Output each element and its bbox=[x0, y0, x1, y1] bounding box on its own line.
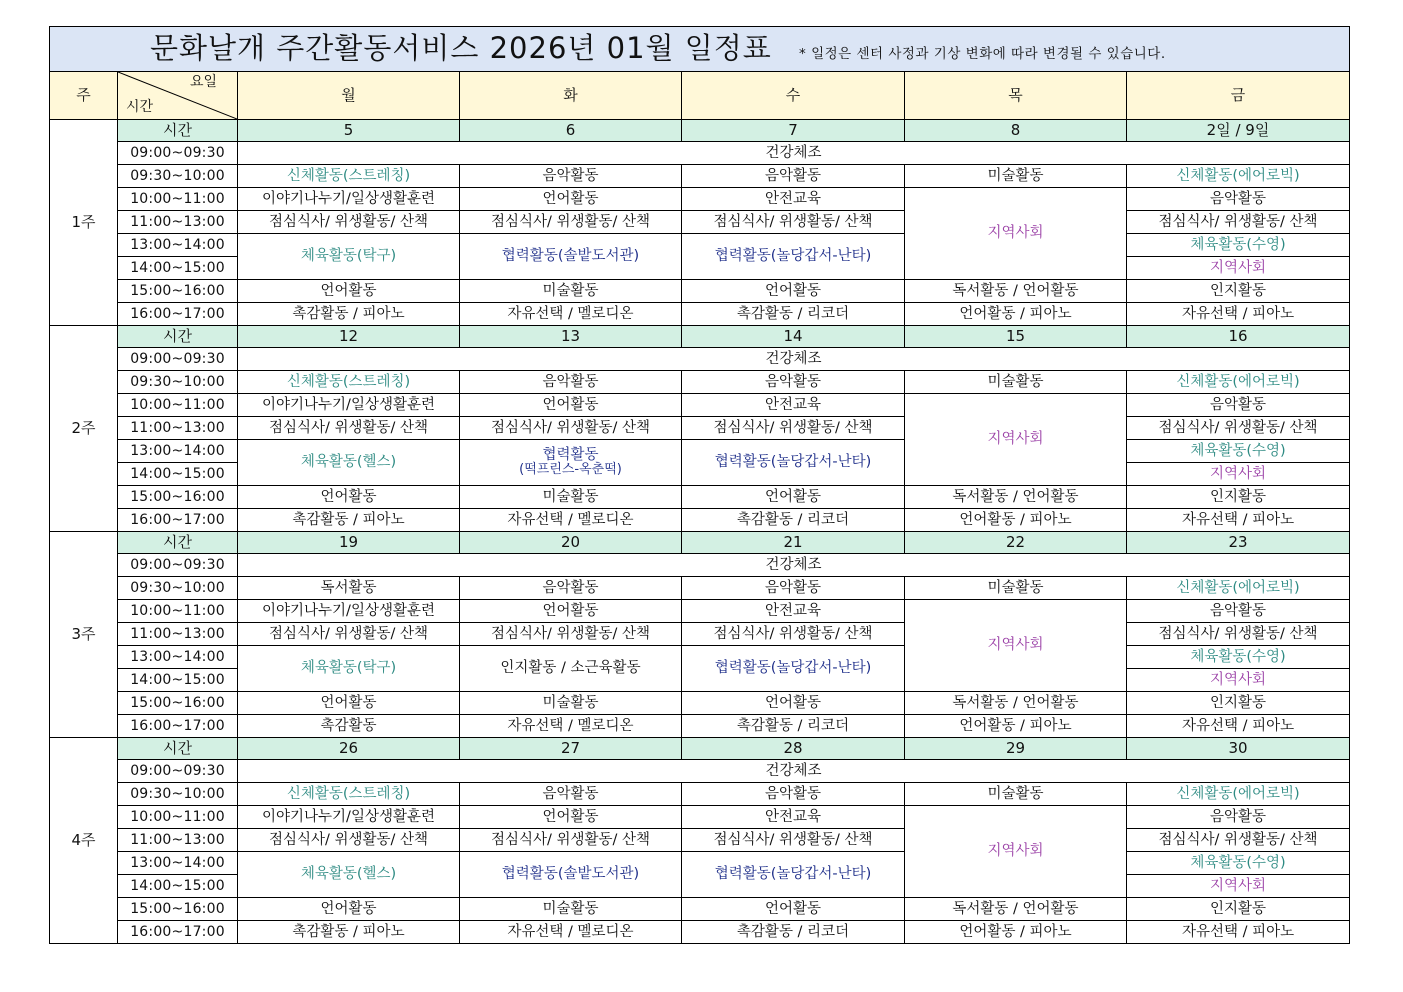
activity-cell-mon: 이야기나누기/일상생활훈련 bbox=[238, 806, 460, 829]
time-slot-row bbox=[50, 486, 1350, 509]
time-slot-row bbox=[50, 806, 1350, 829]
day-header-wed: 수 bbox=[682, 72, 905, 120]
date-row-time-label: 시간 bbox=[118, 326, 238, 348]
activity-cell-tue: 점심식사/ 위생활동/ 산책 bbox=[460, 829, 682, 852]
time-slot: 09:00~09:30 bbox=[118, 760, 238, 783]
time-slot: 14:00~15:00 bbox=[118, 669, 238, 692]
date-thu: 29 bbox=[905, 738, 1127, 760]
activity-cell-tue: 미술활동 bbox=[460, 280, 682, 303]
date-fri: 30 bbox=[1127, 738, 1350, 760]
activity-cell-mon: 체육활동(탁구) bbox=[238, 234, 460, 280]
time-slot: 15:00~16:00 bbox=[118, 898, 238, 921]
time-slot-row bbox=[50, 577, 1350, 600]
activity-cell-fri: 체육활동(수영) bbox=[1127, 852, 1350, 875]
activity-cell-all: 건강체조 bbox=[238, 348, 1350, 371]
activity-cell-mon: 이야기나누기/일상생활훈련 bbox=[238, 600, 460, 623]
activity-cell-wed: 협력활동(놀당갑서-난타) bbox=[682, 646, 905, 692]
time-slot: 16:00~17:00 bbox=[118, 921, 238, 944]
page-title: 문화날개 주간활동서비스 2026년 01월 일정표 bbox=[150, 31, 772, 66]
activity-cell-all: 건강체조 bbox=[238, 142, 1350, 165]
activity-cell-tue: 미술활동 bbox=[460, 486, 682, 509]
column-header-row bbox=[50, 72, 1350, 120]
week-label: 2주 bbox=[50, 326, 118, 532]
time-slot: 09:30~10:00 bbox=[118, 371, 238, 394]
activity-cell-thu: 독서활동 / 언어활동 bbox=[905, 898, 1127, 921]
activity-cell-fri: 인지활동 bbox=[1127, 280, 1350, 303]
title-cell bbox=[50, 27, 1350, 72]
time-slot: 09:00~09:30 bbox=[118, 142, 238, 165]
activity-cell-mon: 신체활동(스트레칭) bbox=[238, 165, 460, 188]
activity-cell-thu: 언어활동 / 피아노 bbox=[905, 509, 1127, 532]
activity-cell-all: 건강체조 bbox=[238, 554, 1350, 577]
time-slot-row bbox=[50, 440, 1350, 463]
activity-cell-wed: 언어활동 bbox=[682, 486, 905, 509]
time-slot: 11:00~13:00 bbox=[118, 211, 238, 234]
activity-cell-fri: 인지활동 bbox=[1127, 898, 1350, 921]
activity-cell-all: 건강체조 bbox=[238, 760, 1350, 783]
activity-cell-fri: 신체활동(에어로빅) bbox=[1127, 783, 1350, 806]
day-header-thu: 목 bbox=[905, 72, 1127, 120]
time-slot-row bbox=[50, 852, 1350, 875]
activity-cell-thu: 언어활동 / 피아노 bbox=[905, 921, 1127, 944]
time-slot: 11:00~13:00 bbox=[118, 623, 238, 646]
day-header-tue: 화 bbox=[460, 72, 682, 120]
activity-cell-fri: 인지활동 bbox=[1127, 692, 1350, 715]
activity-cell-thu: 독서활동 / 언어활동 bbox=[905, 692, 1127, 715]
activity-cell-mon: 체육활동(헬스) bbox=[238, 852, 460, 898]
time-slot-row bbox=[50, 760, 1350, 783]
activity-cell-mon: 언어활동 bbox=[238, 692, 460, 715]
time-slot-row bbox=[50, 600, 1350, 623]
schedule-note: * 일정은 센터 사정과 기상 변화에 따라 변경될 수 있습니다. bbox=[799, 46, 1166, 63]
schedule-table bbox=[49, 26, 1350, 944]
activity-cell-fri: 지역사회 bbox=[1127, 875, 1350, 898]
activity-cell-mon: 촉감활동 / 피아노 bbox=[238, 303, 460, 326]
week-label: 1주 bbox=[50, 120, 118, 326]
activity-cell-wed: 안전교육 bbox=[682, 806, 905, 829]
activity-cell-wed: 점심식사/ 위생활동/ 산책 bbox=[682, 623, 905, 646]
activity-cell-tue: 음악활동 bbox=[460, 577, 682, 600]
time-slot-row bbox=[50, 509, 1350, 532]
activity-cell-fri: 점심식사/ 위생활동/ 산책 bbox=[1127, 623, 1350, 646]
activity-cell-thu: 미술활동 bbox=[905, 371, 1127, 394]
time-slot: 09:00~09:30 bbox=[118, 348, 238, 371]
time-label: 시간 bbox=[126, 98, 154, 115]
activity-cell-tue bbox=[460, 646, 682, 692]
activity-cell-tue: 자유선택 / 멜로디온 bbox=[460, 303, 682, 326]
activity-cell-fri: 점심식사/ 위생활동/ 산책 bbox=[1127, 417, 1350, 440]
activity-cell-thu: 언어활동 / 피아노 bbox=[905, 715, 1127, 738]
activity-cell-tue: 언어활동 bbox=[460, 600, 682, 623]
activity-cell-fri: 점심식사/ 위생활동/ 산책 bbox=[1127, 829, 1350, 852]
time-slot: 10:00~11:00 bbox=[118, 188, 238, 211]
time-slot: 16:00~17:00 bbox=[118, 715, 238, 738]
activity-cell-fri: 지역사회 bbox=[1127, 463, 1350, 486]
activity-cell-thu-community: 지역사회 bbox=[905, 394, 1127, 486]
activity-cell-tue: 언어활동 bbox=[460, 188, 682, 211]
date-mon: 5 bbox=[238, 120, 460, 142]
activity-cell-tue: 음악활동 bbox=[460, 783, 682, 806]
activity-cell-wed: 협력활동(놀당갑서-난타) bbox=[682, 234, 905, 280]
time-slot-row bbox=[50, 554, 1350, 577]
date-wed: 7 bbox=[682, 120, 905, 142]
time-slot-row bbox=[50, 783, 1350, 806]
time-slot: 15:00~16:00 bbox=[118, 280, 238, 303]
time-slot-row bbox=[50, 715, 1350, 738]
activity-cell-mon: 체육활동(헬스) bbox=[238, 440, 460, 486]
time-slot: 13:00~14:00 bbox=[118, 440, 238, 463]
activity-cell-thu-community: 지역사회 bbox=[905, 188, 1127, 280]
activity-cell-fri: 체육활동(수영) bbox=[1127, 234, 1350, 257]
activity-text: 협력활동 bbox=[542, 446, 599, 463]
activity-cell-fri: 음악활동 bbox=[1127, 394, 1350, 417]
activity-cell-tue: 미술활동 bbox=[460, 898, 682, 921]
date-row-time-label: 시간 bbox=[118, 738, 238, 760]
time-slot: 09:00~09:30 bbox=[118, 554, 238, 577]
date-mon: 26 bbox=[238, 738, 460, 760]
activity-cell-wed: 협력활동(놀당갑서-난타) bbox=[682, 440, 905, 486]
activity-cell-wed: 촉감활동 / 리코더 bbox=[682, 303, 905, 326]
time-slot: 14:00~15:00 bbox=[118, 875, 238, 898]
week-label: 4주 bbox=[50, 738, 118, 944]
schedule-sheet bbox=[49, 26, 1349, 944]
time-slot-row bbox=[50, 165, 1350, 188]
activity-cell-fri: 신체활동(에어로빅) bbox=[1127, 371, 1350, 394]
activity-cell-wed: 점심식사/ 위생활동/ 산책 bbox=[682, 417, 905, 440]
week-date-row bbox=[50, 738, 1350, 760]
time-slot-row bbox=[50, 188, 1350, 211]
activity-cell-mon: 촉감활동 / 피아노 bbox=[238, 509, 460, 532]
activity-text: 인지활동 / 소근육활동 bbox=[500, 660, 641, 677]
activity-cell-mon: 독서활동 bbox=[238, 577, 460, 600]
time-slot: 13:00~14:00 bbox=[118, 852, 238, 875]
time-slot: 09:30~10:00 bbox=[118, 783, 238, 806]
activity-cell-thu: 미술활동 bbox=[905, 783, 1127, 806]
activity-cell-fri: 지역사회 bbox=[1127, 257, 1350, 280]
activity-cell-wed: 언어활동 bbox=[682, 898, 905, 921]
date-thu: 22 bbox=[905, 532, 1127, 554]
time-slot: 14:00~15:00 bbox=[118, 257, 238, 280]
activity-cell-tue: 자유선택 / 멜로디온 bbox=[460, 715, 682, 738]
activity-text: 협력활동(솔밭도서관) bbox=[501, 866, 640, 883]
activity-cell-thu-community: 지역사회 bbox=[905, 806, 1127, 898]
time-slot-row bbox=[50, 921, 1350, 944]
date-thu: 8 bbox=[905, 120, 1127, 142]
activity-cell-fri: 음악활동 bbox=[1127, 188, 1350, 211]
activity-cell-mon: 언어활동 bbox=[238, 486, 460, 509]
activity-cell-wed: 점심식사/ 위생활동/ 산책 bbox=[682, 211, 905, 234]
activity-cell-tue: 점심식사/ 위생활동/ 산책 bbox=[460, 211, 682, 234]
activity-cell-wed: 음악활동 bbox=[682, 783, 905, 806]
time-slot-row bbox=[50, 211, 1350, 234]
time-slot: 11:00~13:00 bbox=[118, 417, 238, 440]
activity-cell-thu: 미술활동 bbox=[905, 165, 1127, 188]
activity-cell-tue: 언어활동 bbox=[460, 806, 682, 829]
date-row-time-label: 시간 bbox=[118, 532, 238, 554]
activity-cell-mon: 신체활동(스트레칭) bbox=[238, 371, 460, 394]
activity-subtext: (떡프린스-옥춘떡) bbox=[519, 462, 622, 478]
date-tue: 6 bbox=[460, 120, 682, 142]
time-slot-row bbox=[50, 646, 1350, 669]
week-date-row bbox=[50, 532, 1350, 554]
activity-cell-wed: 언어활동 bbox=[682, 692, 905, 715]
activity-cell-tue: 점심식사/ 위생활동/ 산책 bbox=[460, 623, 682, 646]
activity-cell-mon: 점심식사/ 위생활동/ 산책 bbox=[238, 417, 460, 440]
activity-cell-fri: 점심식사/ 위생활동/ 산책 bbox=[1127, 211, 1350, 234]
time-slot-row bbox=[50, 348, 1350, 371]
activity-cell-tue bbox=[460, 234, 682, 280]
activity-cell-wed: 안전교육 bbox=[682, 600, 905, 623]
activity-cell-wed: 촉감활동 / 리코더 bbox=[682, 921, 905, 944]
activity-cell-thu: 독서활동 / 언어활동 bbox=[905, 486, 1127, 509]
activity-cell-wed: 안전교육 bbox=[682, 394, 905, 417]
activity-cell-tue bbox=[460, 852, 682, 898]
activity-cell-fri: 지역사회 bbox=[1127, 669, 1350, 692]
time-slot-row bbox=[50, 829, 1350, 852]
activity-cell-tue: 음악활동 bbox=[460, 165, 682, 188]
time-slot-row bbox=[50, 303, 1350, 326]
activity-cell-wed: 협력활동(놀당갑서-난타) bbox=[682, 852, 905, 898]
date-tue: 27 bbox=[460, 738, 682, 760]
time-slot: 09:30~10:00 bbox=[118, 165, 238, 188]
time-slot-row bbox=[50, 417, 1350, 440]
activity-cell-mon: 촉감활동 / 피아노 bbox=[238, 921, 460, 944]
activity-cell-tue bbox=[460, 440, 682, 486]
activity-cell-fri: 체육활동(수영) bbox=[1127, 440, 1350, 463]
activity-cell-tue: 자유선택 / 멜로디온 bbox=[460, 509, 682, 532]
time-slot: 09:30~10:00 bbox=[118, 577, 238, 600]
day-header-mon: 월 bbox=[238, 72, 460, 120]
time-slot: 13:00~14:00 bbox=[118, 646, 238, 669]
activity-cell-fri: 음악활동 bbox=[1127, 806, 1350, 829]
activity-cell-wed: 안전교육 bbox=[682, 188, 905, 211]
date-wed: 21 bbox=[682, 532, 905, 554]
activity-cell-wed: 촉감활동 / 리코더 bbox=[682, 715, 905, 738]
activity-cell-mon: 촉감활동 bbox=[238, 715, 460, 738]
activity-cell-wed: 음악활동 bbox=[682, 371, 905, 394]
activity-cell-fri: 자유선택 / 피아노 bbox=[1127, 921, 1350, 944]
activity-cell-wed: 언어활동 bbox=[682, 280, 905, 303]
activity-cell-thu: 독서활동 / 언어활동 bbox=[905, 280, 1127, 303]
time-slot-row bbox=[50, 234, 1350, 257]
date-wed: 28 bbox=[682, 738, 905, 760]
activity-cell-fri: 신체활동(에어로빅) bbox=[1127, 577, 1350, 600]
activity-cell-thu: 언어활동 / 피아노 bbox=[905, 303, 1127, 326]
time-slot-row bbox=[50, 898, 1350, 921]
activity-cell-thu-community: 지역사회 bbox=[905, 600, 1127, 692]
activity-cell-wed: 음악활동 bbox=[682, 165, 905, 188]
activity-cell-mon: 신체활동(스트레칭) bbox=[238, 783, 460, 806]
activity-cell-fri: 자유선택 / 피아노 bbox=[1127, 715, 1350, 738]
activity-cell-mon: 점심식사/ 위생활동/ 산책 bbox=[238, 211, 460, 234]
day-header-fri: 금 bbox=[1127, 72, 1350, 120]
time-slot: 10:00~11:00 bbox=[118, 806, 238, 829]
activity-cell-mon: 언어활동 bbox=[238, 280, 460, 303]
activity-cell-mon: 점심식사/ 위생활동/ 산책 bbox=[238, 829, 460, 852]
date-mon: 19 bbox=[238, 532, 460, 554]
activity-cell-mon: 언어활동 bbox=[238, 898, 460, 921]
time-slot: 14:00~15:00 bbox=[118, 463, 238, 486]
activity-cell-mon: 점심식사/ 위생활동/ 산책 bbox=[238, 623, 460, 646]
time-slot: 15:00~16:00 bbox=[118, 692, 238, 715]
activity-cell-tue: 미술활동 bbox=[460, 692, 682, 715]
time-slot-row bbox=[50, 394, 1350, 417]
time-slot-row bbox=[50, 142, 1350, 165]
time-slot-row bbox=[50, 371, 1350, 394]
date-fri: 23 bbox=[1127, 532, 1350, 554]
activity-cell-thu: 미술활동 bbox=[905, 577, 1127, 600]
activity-cell-wed: 촉감활동 / 리코더 bbox=[682, 509, 905, 532]
date-tue: 13 bbox=[460, 326, 682, 348]
activity-cell-fri: 인지활동 bbox=[1127, 486, 1350, 509]
week-date-row bbox=[50, 326, 1350, 348]
title-row bbox=[50, 27, 1350, 72]
activity-cell-fri: 체육활동(수영) bbox=[1127, 646, 1350, 669]
activity-cell-mon: 체육활동(탁구) bbox=[238, 646, 460, 692]
date-row-time-label: 시간 bbox=[118, 120, 238, 142]
activity-cell-fri: 자유선택 / 피아노 bbox=[1127, 303, 1350, 326]
date-fri: 16 bbox=[1127, 326, 1350, 348]
time-slot: 15:00~16:00 bbox=[118, 486, 238, 509]
activity-cell-tue: 점심식사/ 위생활동/ 산책 bbox=[460, 417, 682, 440]
week-column-header: 주 bbox=[50, 72, 118, 120]
date-fri: 2일 / 9일 bbox=[1127, 120, 1350, 142]
time-slot: 16:00~17:00 bbox=[118, 303, 238, 326]
time-slot-row bbox=[50, 692, 1350, 715]
time-slot-row bbox=[50, 280, 1350, 303]
activity-cell-tue: 음악활동 bbox=[460, 371, 682, 394]
week-label: 3주 bbox=[50, 532, 118, 738]
time-slot: 10:00~11:00 bbox=[118, 600, 238, 623]
date-mon: 12 bbox=[238, 326, 460, 348]
activity-cell-fri: 신체활동(에어로빅) bbox=[1127, 165, 1350, 188]
activity-cell-fri: 음악활동 bbox=[1127, 600, 1350, 623]
time-slot: 16:00~17:00 bbox=[118, 509, 238, 532]
date-wed: 14 bbox=[682, 326, 905, 348]
activity-cell-mon: 이야기나누기/일상생활훈련 bbox=[238, 188, 460, 211]
time-slot: 10:00~11:00 bbox=[118, 394, 238, 417]
activity-cell-tue: 자유선택 / 멜로디온 bbox=[460, 921, 682, 944]
time-slot: 13:00~14:00 bbox=[118, 234, 238, 257]
activity-cell-mon: 이야기나누기/일상생활훈련 bbox=[238, 394, 460, 417]
time-slot-row bbox=[50, 623, 1350, 646]
activity-cell-fri: 자유선택 / 피아노 bbox=[1127, 509, 1350, 532]
day-time-corner-header bbox=[118, 72, 238, 120]
week-date-row bbox=[50, 120, 1350, 142]
activity-cell-tue: 언어활동 bbox=[460, 394, 682, 417]
day-label: 요일 bbox=[189, 74, 217, 90]
date-tue: 20 bbox=[460, 532, 682, 554]
activity-cell-wed: 음악활동 bbox=[682, 577, 905, 600]
date-thu: 15 bbox=[905, 326, 1127, 348]
activity-text: 협력활동(솔밭도서관) bbox=[501, 248, 640, 265]
activity-cell-wed: 점심식사/ 위생활동/ 산책 bbox=[682, 829, 905, 852]
time-slot: 11:00~13:00 bbox=[118, 829, 238, 852]
